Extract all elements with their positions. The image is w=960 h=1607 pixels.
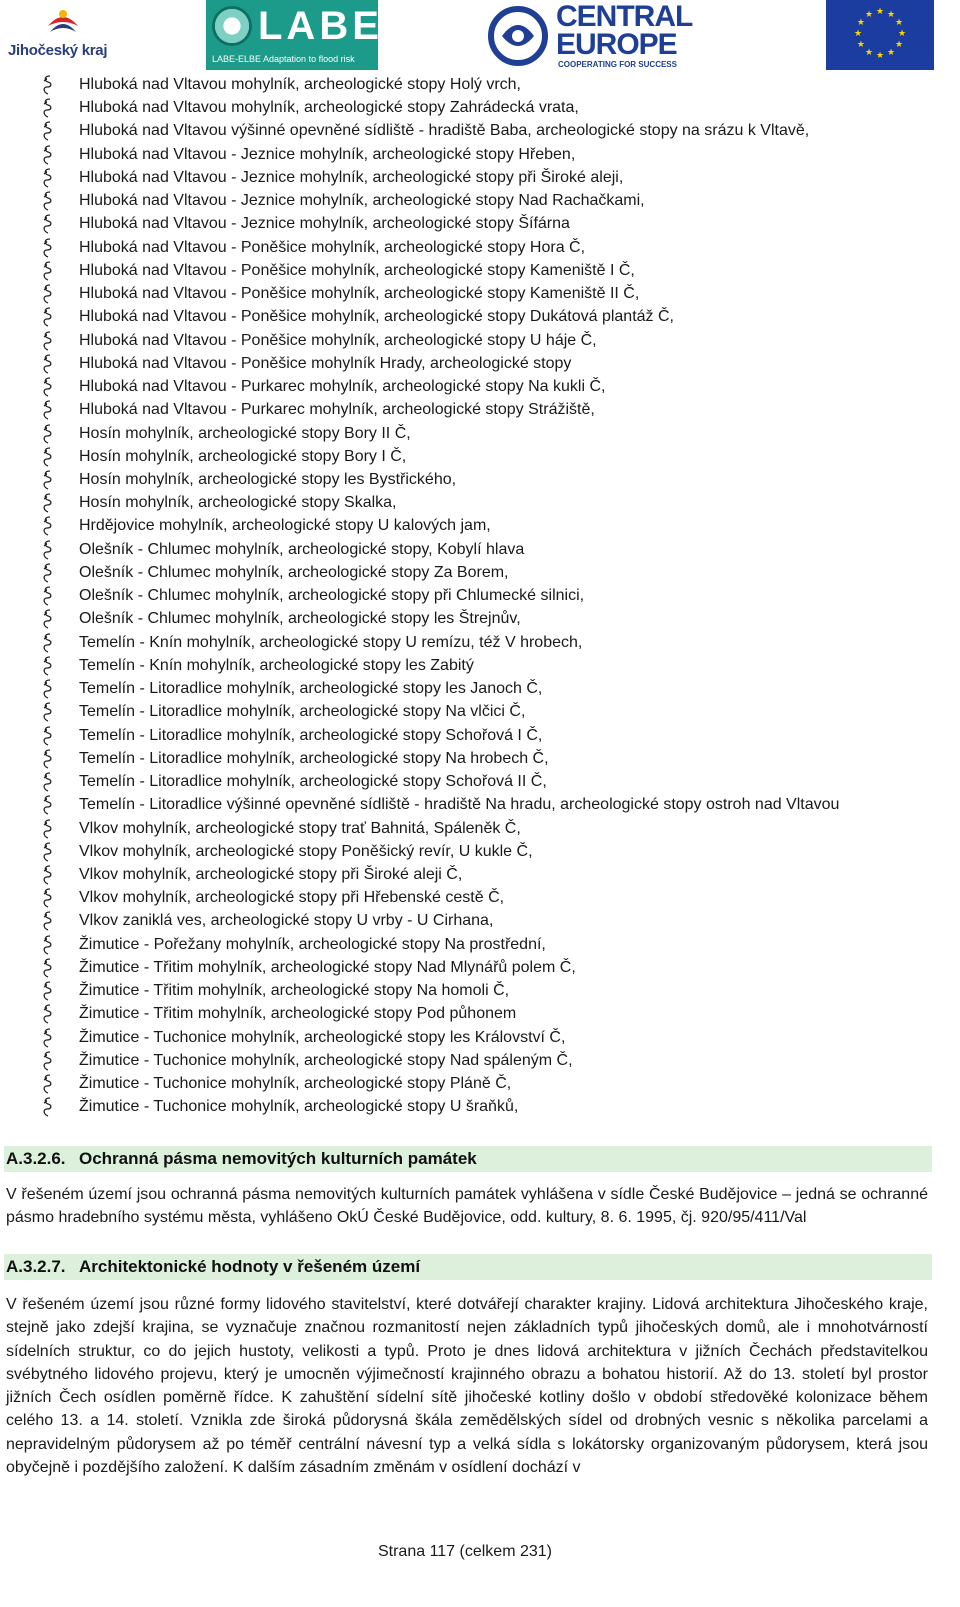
list-item (0, 329, 960, 352)
list-item (0, 1095, 960, 1118)
flourish-bullet-icon (40, 190, 54, 212)
list-item-text: Hluboká nad Vltavou - Jeznice mohylník, archeologické stopy Šífárna (79, 215, 570, 233)
eu-star-icon: ★ (875, 6, 885, 16)
list-item (0, 654, 960, 677)
eu-star-icon: ★ (886, 8, 896, 19)
list-item-text: Hluboká nad Vltavou mohylník, archeologické stopy Holý vrch, (79, 76, 521, 93)
list-item (0, 166, 960, 189)
flourish-bullet-icon (40, 1073, 54, 1095)
list-item-text: Hluboká nad Vltavou - Purkarec mohylník, archeologické stopy Na kukli Č, (79, 378, 606, 396)
list-item (0, 119, 960, 142)
list-item (0, 724, 960, 747)
eu-star-icon: ★ (864, 8, 874, 19)
list-item-text: Žimutice - Tuchonice mohylník, archeologické stopy U šraňků, (79, 1098, 519, 1116)
logo-text: Jihočeský kraj (8, 42, 108, 59)
list-item-text: Olešník - Chlumec mohylník, archeologické stopy Za Borem, (79, 563, 509, 581)
list-item (0, 1026, 960, 1049)
list-item-text: Olešník - Chlumec mohylník, archeologické stopy při Chlumecké silnici, (79, 587, 585, 605)
list-item (0, 143, 960, 166)
list-item-text: Temelín - Knín mohylník, archeologické stopy les Zabitý (79, 656, 474, 674)
flourish-bullet-icon (40, 585, 54, 607)
list-item (0, 677, 960, 700)
list-item (0, 352, 960, 375)
list-item-text: Temelín - Litoradlice mohylník, archeologické stopy Schořová II Č, (79, 773, 547, 791)
jihocesky-kraj-logo (0, 0, 132, 70)
flourish-bullet-icon (40, 97, 54, 119)
section-title: Architektonické hodnoty v řešeném území (79, 1257, 421, 1276)
list-item (0, 1072, 960, 1095)
wave-icon (212, 6, 252, 46)
flourish-bullet-icon (40, 260, 54, 282)
list-item-text: Hluboká nad Vltavou - Poněšice mohylník, archeologické stopy U háje Č, (79, 331, 597, 349)
page-footer: Strana 117 (celkem 231) (377, 1543, 552, 1560)
flourish-bullet-icon (40, 213, 54, 235)
list-item (0, 468, 960, 491)
list-item-text: Hluboká nad Vltavou - Jeznice mohylník, archeologické stopy při Široké aleji, (79, 168, 624, 186)
list-item (0, 1049, 960, 1072)
section-number: A.3.2.7. (6, 1257, 66, 1276)
flourish-bullet-icon (40, 608, 54, 630)
list-item (0, 445, 960, 468)
eu-star-icon: ★ (895, 39, 904, 49)
flourish-bullet-icon (40, 910, 54, 932)
flourish-bullet-icon (40, 957, 54, 979)
eu-flag-logo (826, 0, 934, 70)
list-item (0, 398, 960, 421)
list-item-text: Vlkov mohylník, archeologické stopy při Široké aleji Č, (79, 865, 463, 883)
flourish-bullet-icon (40, 1003, 54, 1025)
central-europe-logo (486, 0, 712, 70)
list-item-text: Temelín - Litoradlice mohylník, archeologické stopy Na hrobech Č, (79, 749, 549, 767)
list-item-text: Žimutice - Třitim mohylník, archeologické stopy Nad Mlynářů polem Č, (79, 958, 576, 976)
list-item (0, 514, 960, 537)
section-number: A.3.2.6. (6, 1149, 66, 1168)
list-item-text: Temelín - Litoradlice výšinné opevněné sídliště - hradiště Na hradu, archeologické stopy ostroh nad Vltavou (79, 796, 840, 814)
list-item (0, 933, 960, 956)
list-item (0, 282, 960, 305)
flourish-bullet-icon (40, 306, 54, 328)
flourish-bullet-icon (40, 1050, 54, 1072)
logo-subtext: COOPERATING FOR SUCCESS (558, 60, 677, 69)
list-item-text: Hrdějovice mohylník, archeologické stopy U kalových jam, (79, 517, 491, 535)
list-item (0, 584, 960, 607)
eu-star-icon: ★ (897, 28, 907, 38)
list-item (0, 956, 960, 979)
flourish-bullet-icon (40, 934, 54, 956)
list-item (0, 561, 960, 584)
flourish-bullet-icon (40, 237, 54, 259)
list-item (0, 538, 960, 561)
list-item-text: Žimutice - Třitim mohylník, archeologické stopy Na homoli Č, (79, 982, 510, 1000)
eu-star-icon: ★ (864, 47, 874, 58)
list-item (0, 607, 960, 630)
list-item-text: Hluboká nad Vltavou - Poněšice mohylník Hrady, archeologické stopy (79, 354, 572, 372)
section-paragraph: V řešeném území jsou různé formy lidového stavitelství, které dotvářejí charakter krajiny. Lidová architektura Jihočeského kraje, stejně jako zdejší krajina, se vyznačuje značnou rozmanitostí nejen základních typů jihočeských domů, ale i mnohotvárností sídelních struktur, co do jejich hustoty, velikosti a typů. Proto je dnes lidová architektura v jižních Čechách představitelkou svébytného lidového projevu, který je umocněn výjimečností krajinného obrazu a bohatou historií. Až do 13. století byl prostor jižních Čech osídlen poměrně řídce. K zahuštění sídelní sítě jihočeské kotliny došlo v období středověké kolonizace během celého 13. a 14. století. Vznikla zde široká půdorysná škála zemědělských sídel od drobných vesnic s několika parcelami a nepravidelným půdorysem až po téměř centrální návesní typ a velká sídla s lokátorsky organizovaným půdorysem, která jsou obyčejně i pozdějšího založení. K dalším zásadním změnám v osídlení dochází v (6, 1296, 928, 1477)
list-item-text: Hluboká nad Vltavou mohylník, archeologické stopy Zahrádecká vrata, (79, 99, 579, 117)
flourish-bullet-icon (40, 492, 54, 514)
list-item-text: Hosín mohylník, archeologické stopy Bory I Č, (79, 447, 407, 465)
flourish-bullet-icon (40, 980, 54, 1002)
list-item (0, 259, 960, 282)
flourish-bullet-icon (40, 330, 54, 352)
list-item-text: Hluboká nad Vltavou výšinné opevněné sídliště - hradiště Baba, archeologické stopy na srázu k Vltavě, (79, 122, 810, 140)
list-item-text: Hluboká nad Vltavou - Poněšice mohylník, archeologické stopy Hora Č, (79, 238, 586, 256)
list-item (0, 631, 960, 654)
flourish-bullet-icon (40, 283, 54, 305)
list-item-text: Temelín - Litoradlice mohylník, archeologické stopy les Janoch Č, (79, 680, 543, 698)
list-item-text: Žimutice - Pořežany mohylník, archeologické stopy Na prostřední, (79, 935, 546, 953)
list-item-text: Vlkov mohylník, archeologické stopy trať Bahnitá, Spáleněk Č, (79, 819, 521, 837)
list-item (0, 840, 960, 863)
flourish-bullet-icon (40, 818, 54, 840)
list-item (0, 375, 960, 398)
list-item-text: Hluboká nad Vltavou - Jeznice mohylník, archeologické stopy Hřeben, (79, 145, 576, 163)
list-item-text: Vlkov zaniklá ves, archeologické stopy U vrby - U Cirhana, (79, 912, 494, 930)
interreg-disc-icon (488, 6, 548, 66)
list-item (0, 189, 960, 212)
eu-star-icon: ★ (895, 17, 904, 27)
list-item-text: Olešník - Chlumec mohylník, archeologické stopy les Štrejnův, (79, 610, 521, 628)
logo-line-2: EUROPE (556, 28, 677, 61)
flourish-bullet-icon (40, 74, 54, 96)
list-item-text: Olešník - Chlumec mohylník, archeologické stopy, Kobylí hlava (79, 540, 525, 558)
flourish-bullet-icon (40, 353, 54, 375)
flourish-bullet-icon (40, 539, 54, 561)
list-item-text: Temelín - Litoradlice mohylník, archeologické stopy Na vlčici Č, (79, 703, 526, 721)
flourish-bullet-icon (40, 771, 54, 793)
list-item-text: Hluboká nad Vltavou - Jeznice mohylník, archeologické stopy Nad Rachačkami, (79, 192, 645, 210)
flourish-bullet-icon (40, 376, 54, 398)
list-item-text: Hluboká nad Vltavou - Poněšice mohylník, archeologické stopy Kameniště I Č, (79, 261, 635, 279)
list-item (0, 817, 960, 840)
eu-star-icon: ★ (853, 28, 863, 38)
flourish-bullet-icon (40, 144, 54, 166)
list-item-text: Hosín mohylník, archeologické stopy Skalka, (79, 494, 397, 512)
list-item-text: Vlkov mohylník, archeologické stopy Poněšický revír, U kukle Č, (79, 842, 533, 860)
list-item-text: Hluboká nad Vltavou - Purkarec mohylník, archeologické stopy Strážiště, (79, 401, 595, 419)
flourish-bullet-icon (40, 748, 54, 770)
flourish-bullet-icon (40, 515, 54, 537)
flourish-bullet-icon (40, 446, 54, 468)
eu-star-icon: ★ (875, 50, 885, 60)
list-item-text: Hosín mohylník, archeologické stopy Bory II Č, (79, 424, 411, 442)
list-item (0, 979, 960, 1002)
list-item-text: Temelín - Litoradlice mohylník, archeologické stopy Schořová I Č, (79, 726, 543, 744)
list-item-text: Vlkov mohylník, archeologické stopy při Hřebenské cestě Č, (79, 889, 505, 907)
logo-line-1: CENTRAL (556, 0, 693, 33)
flourish-bullet-icon (40, 794, 54, 816)
list-item-text: Žimutice - Tuchonice mohylník, archeologické stopy Pláně Č, (79, 1075, 512, 1093)
list-item (0, 96, 960, 119)
list-item (0, 886, 960, 909)
flourish-bullet-icon (40, 725, 54, 747)
list-item (0, 491, 960, 514)
flourish-bullet-icon (40, 864, 54, 886)
list-item (0, 236, 960, 259)
flourish-bullet-icon (40, 887, 54, 909)
flourish-bullet-icon (40, 841, 54, 863)
list-item (0, 422, 960, 445)
flourish-bullet-icon (40, 167, 54, 189)
list-item (0, 909, 960, 932)
region-crest-icon (44, 6, 82, 40)
section-paragraph: V řešeném území jsou ochranná pásma nemovitých kulturních památek vyhlášena v sídle České Budějovice – jedná se ochranné pásmo hradebního systému města, vyhlášeno OkÚ České Budějovice, odd. kultury, 8. 6. 1995, čj. 920/95/411/Val (6, 1186, 928, 1227)
list-item-text: Žimutice - Tuchonice mohylník, archeologické stopy Nad spáleným Č, (79, 1051, 573, 1069)
flourish-bullet-icon (40, 399, 54, 421)
list-item (0, 770, 960, 793)
section-title: Ochranná pásma nemovitých kulturních památek (79, 1149, 477, 1168)
flourish-bullet-icon (40, 632, 54, 654)
list-item (0, 793, 960, 816)
flourish-bullet-icon (40, 423, 54, 445)
flourish-bullet-icon (40, 1096, 54, 1118)
label-logo (206, 0, 412, 70)
list-item-text: Žimutice - Třitim mohylník, archeologické stopy Pod půhonem (79, 1005, 517, 1023)
list-item-text: Hluboká nad Vltavou - Poněšice mohylník, archeologické stopy Dukátová plantáž Č, (79, 308, 674, 326)
monument-list (0, 73, 960, 1119)
flourish-bullet-icon (40, 562, 54, 584)
section-heading (4, 1254, 932, 1280)
list-item (0, 305, 960, 328)
logo-subtext: LABE-ELBE Adaptation to flood risk (212, 54, 355, 64)
eu-star-icon: ★ (886, 47, 896, 58)
list-item (0, 863, 960, 886)
list-item (0, 700, 960, 723)
flourish-bullet-icon (40, 1027, 54, 1049)
page-header (0, 0, 960, 72)
flourish-bullet-icon (40, 120, 54, 142)
list-item-text: Hosín mohylník, archeologické stopy les Bystřického, (79, 470, 457, 488)
list-item (0, 747, 960, 770)
list-item-text: Hluboká nad Vltavou - Poněšice mohylník, archeologické stopy Kameniště II Č, (79, 285, 640, 303)
list-item (0, 212, 960, 235)
flourish-bullet-icon (40, 701, 54, 723)
list-item (0, 73, 960, 96)
flourish-bullet-icon (40, 678, 54, 700)
list-item-text: Temelín - Knín mohylník, archeologické stopy U remízu, též V hrobech, (79, 633, 583, 651)
list-item (0, 1002, 960, 1025)
flourish-bullet-icon (40, 655, 54, 677)
logo-text: LABEL (258, 4, 412, 48)
list-item-text: Žimutice - Tuchonice mohylník, archeologické stopy les Království Č, (79, 1028, 566, 1046)
eu-star-icon: ★ (856, 17, 865, 27)
eu-stars-icon (826, 0, 934, 70)
eu-star-icon: ★ (856, 39, 865, 49)
section-heading (4, 1146, 932, 1172)
flourish-bullet-icon (40, 469, 54, 491)
